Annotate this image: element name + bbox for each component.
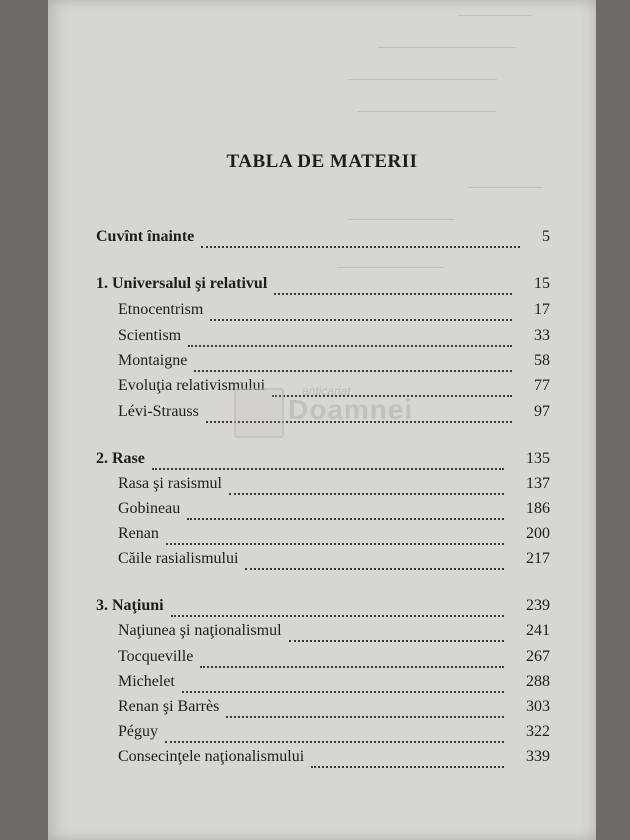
toc-entry-label: Gobineau xyxy=(118,500,183,518)
toc-dot-leader xyxy=(229,475,504,495)
toc-dot-leader xyxy=(200,648,504,668)
toc-subentry-row xyxy=(48,352,596,376)
bleed-through-mark: ───────────── xyxy=(358,104,497,120)
toc-dot-leader xyxy=(201,228,520,248)
page-title: TABLA DE MATERII xyxy=(226,151,418,172)
toc-page-number: 17 xyxy=(534,301,550,318)
toc-dot-leader xyxy=(182,673,504,693)
toc-section-row xyxy=(48,228,596,252)
toc-page-number: 186 xyxy=(526,500,550,517)
toc-page-number: 5 xyxy=(542,228,550,245)
toc-entry-label: Consecinţele naţionalismului xyxy=(118,748,307,766)
toc-subentry-row xyxy=(48,475,596,499)
book-page xyxy=(48,0,596,840)
toc-entry-label: Renan xyxy=(118,525,162,543)
toc-dot-leader xyxy=(187,500,504,520)
toc-subentry-row xyxy=(48,525,596,549)
toc-dot-leader xyxy=(166,525,504,545)
toc-subentry-row xyxy=(48,723,596,747)
toc-page-number: 137 xyxy=(526,475,550,492)
toc-page-number: 241 xyxy=(526,622,550,639)
toc-page-number: 339 xyxy=(526,748,550,765)
toc-entry-label: Montaigne xyxy=(118,352,190,370)
watermark-brand: Doamnei xyxy=(288,394,414,425)
toc-subentry-row xyxy=(48,301,596,325)
watermark-logo-icon xyxy=(234,388,284,438)
toc-section-row xyxy=(48,597,596,621)
toc-page-number: 97 xyxy=(534,403,550,420)
toc-page-number: 217 xyxy=(526,550,550,567)
toc-entry-label: Cuvînt înainte xyxy=(96,228,197,246)
toc-subentry-row xyxy=(48,550,596,574)
bleed-through-mark: ────────── xyxy=(338,260,445,276)
toc-dot-leader xyxy=(171,597,504,617)
toc-entry-label: Lévi-Strauss xyxy=(118,403,202,421)
watermark xyxy=(234,384,434,454)
toc-page-number: 303 xyxy=(526,698,550,715)
toc-dot-leader xyxy=(245,550,504,570)
toc-page-number: 33 xyxy=(534,327,550,344)
toc-section-row xyxy=(48,275,596,299)
toc-dot-leader xyxy=(289,622,504,642)
toc-dot-leader xyxy=(274,275,512,295)
toc-subentry-row xyxy=(48,622,596,646)
toc-entry-label: Naţiunea şi naţionalismul xyxy=(118,622,285,640)
toc-dot-leader xyxy=(210,301,512,321)
toc-dot-leader xyxy=(194,352,512,372)
toc-page-number: 15 xyxy=(534,275,550,292)
toc-entry-label: 3. Naţiuni xyxy=(96,597,167,615)
toc-page-number: 77 xyxy=(534,377,550,394)
toc-entry-label: Rasa şi rasismul xyxy=(118,475,225,493)
toc-page-number: 288 xyxy=(526,673,550,690)
toc-entry-label: Evoluţia relativismului xyxy=(118,377,268,395)
toc-subentry-row xyxy=(48,327,596,351)
toc-page-number: 322 xyxy=(526,723,550,740)
toc-subentry-row xyxy=(48,500,596,524)
toc-subentry-row xyxy=(48,748,596,772)
toc-entry-label: Renan şi Barrès xyxy=(118,698,222,716)
toc-entry-label: Péguy xyxy=(118,723,161,741)
toc-dot-leader xyxy=(188,327,512,347)
toc-page-number: 200 xyxy=(526,525,550,542)
toc-dot-leader xyxy=(226,698,504,718)
toc-page-number: 239 xyxy=(526,597,550,614)
toc-page-number: 135 xyxy=(526,450,550,467)
toc-entry-label: Scientism xyxy=(118,327,184,345)
bleed-through-mark: ────────── xyxy=(348,212,455,228)
bleed-through-mark: ─────── xyxy=(458,8,533,24)
toc-page-number: 58 xyxy=(534,352,550,369)
toc-entry-label: Tocqueville xyxy=(118,648,196,666)
toc-entry-label: Michelet xyxy=(118,673,178,691)
toc-entry-label: 1. Universalul şi relativul xyxy=(96,275,270,293)
bleed-through-mark: ───────────── xyxy=(378,40,517,56)
toc-subentry-row xyxy=(48,698,596,722)
toc-subentry-row xyxy=(48,648,596,672)
toc-subentry-row xyxy=(48,673,596,697)
toc-dot-leader xyxy=(165,723,504,743)
toc-dot-leader xyxy=(311,748,504,768)
toc-page-number: 267 xyxy=(526,648,550,665)
bleed-through-mark: ────────────── xyxy=(348,72,497,88)
bleed-through-mark: ─────── xyxy=(468,180,543,196)
toc-entry-label: 2. Rase xyxy=(96,450,148,468)
watermark-prefix: anticariat xyxy=(302,384,351,398)
toc-entry-label: Căile rasialismului xyxy=(118,550,241,568)
toc-entry-label: Etnocentrism xyxy=(118,301,206,319)
